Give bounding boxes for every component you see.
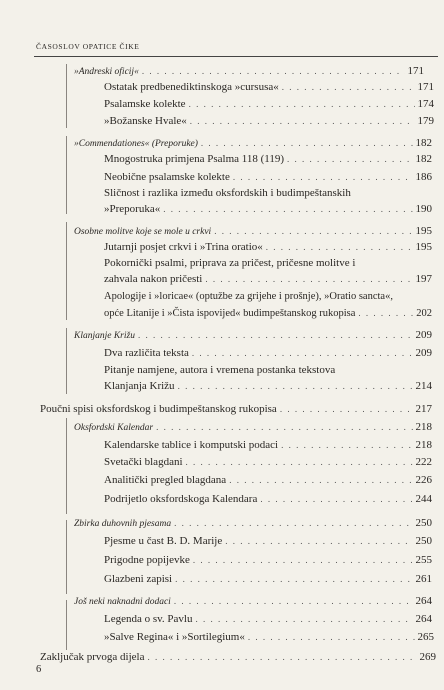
toc-entry[interactable]: »Preporuka« . . . 190 xyxy=(104,202,432,216)
toc-entry[interactable]: Analitički pregled blagdana . . . 226 xyxy=(104,473,432,487)
toc-entry-line[interactable]: Pitanje namjene, autora i vremena postanka tekstova xyxy=(104,364,336,376)
toc-entry[interactable]: Osobne molitve koje se mole u crkvi . . . 195 xyxy=(74,224,432,239)
toc-entry[interactable]: »Božanske Hvale« . . . 179 xyxy=(104,114,434,128)
toc-entry[interactable]: Glazbeni zapisi . . . 261 xyxy=(104,572,432,586)
toc-part-entry[interactable]: Poučni spisi oksfordskog i budimpeštanskog rukopisa . . . 217 xyxy=(40,402,432,416)
toc-entry-line[interactable]: Sličnost i razlika između oksfordskih i budimpeštanskih xyxy=(104,187,351,199)
toc-entry[interactable]: »Salve Regina« i »Sortilegium« . . . 265 xyxy=(104,630,434,644)
toc-entry[interactable]: »Commendationes« (Preporuke) . . . 182 xyxy=(74,136,432,151)
group-bar xyxy=(66,418,67,514)
group-bar xyxy=(66,136,67,214)
toc-entry[interactable]: opće Litanije i »Čista ispovijed« budimpeštanskog rukopisa . . . 202 xyxy=(104,306,432,321)
toc-entry[interactable]: Psalamske kolekte . . . 174 xyxy=(104,97,434,111)
toc-entry[interactable]: Zbirka duhovnih pjesama . . . 250 xyxy=(74,516,432,531)
toc-part-entry[interactable]: Zaključak prvoga dijela . . . 269 xyxy=(40,650,436,664)
toc-entry-line[interactable]: Pokornički psalmi, priprava za pričest, pričesne molitve i xyxy=(104,257,356,269)
toc-entry[interactable]: Podrijetlo oksfordskoga Kalendara . . . 244 xyxy=(104,492,432,506)
toc-entry[interactable]: Neobične psalamske kolekte . . . 186 xyxy=(104,170,432,184)
group-bar xyxy=(66,222,67,320)
toc-entry[interactable]: Ostatak predbenediktinskoga »cursusa« . . . 171 xyxy=(104,80,434,94)
group-bar xyxy=(66,520,67,594)
group-bar xyxy=(66,600,67,650)
toc-entry[interactable]: Prigodne popijevke . . . 255 xyxy=(104,553,432,567)
toc-entry[interactable]: Svetački blagdani . . . 222 xyxy=(104,455,432,469)
toc-entry[interactable]: »Andreski oficij« . . . 171 xyxy=(74,64,424,79)
toc-entry[interactable]: Klanjanja Križu . . . 214 xyxy=(104,379,432,393)
toc-entry[interactable]: Dva različita teksta . . . 209 xyxy=(104,346,432,360)
toc-entry[interactable]: Kalendarske tablice i komputski podaci . . . 218 xyxy=(104,438,432,452)
toc-entry[interactable]: Klanjanje Križu . . . 209 xyxy=(74,328,432,343)
toc-entry[interactable]: Oksfordski Kalendar . . . 218 xyxy=(74,420,432,435)
toc-entry[interactable]: Legenda o sv. Pavlu . . . 264 xyxy=(104,612,432,626)
toc-entry[interactable]: Još neki naknadni dodaci . . . 264 xyxy=(74,594,432,609)
toc-entry[interactable]: Jutarnji posjet crkvi i »Trina oratio« . . . 195 xyxy=(104,240,432,254)
group-bar xyxy=(66,64,67,128)
toc-entry[interactable]: Mnogostruka primjena Psalma 118 (119) . . . 182 xyxy=(104,152,432,166)
running-header: ČASOSLOV OPATICE ČIKE xyxy=(36,42,140,51)
toc-entry-line[interactable]: Apologije i »loricae« (optužbe za grijehe i prošnje), »Oratio sancta«, xyxy=(104,291,393,302)
toc-entry[interactable]: zahvala nakon pričesti . . . 197 xyxy=(104,272,432,286)
header-rule xyxy=(34,56,438,57)
page-number: 6 xyxy=(36,664,42,675)
toc-entry[interactable]: Pjesme u čast B. D. Marije . . . 250 xyxy=(104,534,432,548)
group-bar xyxy=(66,328,67,394)
